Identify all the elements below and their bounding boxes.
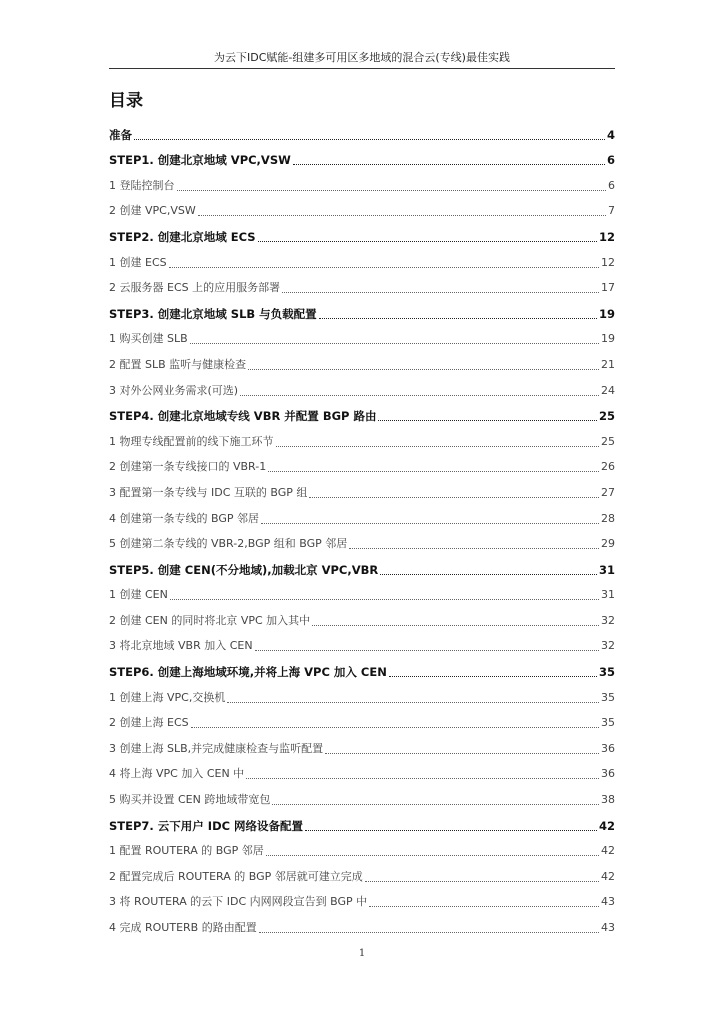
toc-section-entry[interactable] (109, 911, 615, 937)
toc-entry-text: 1 创建上海 VPC,交换机 (109, 690, 226, 704)
toc-entry-page: 32 (601, 613, 615, 627)
dot-leader (134, 139, 605, 140)
toc-entry-text: 3 将 ROUTERA 的云下 IDC 内网网段宣告到 BGP 中 (109, 895, 368, 909)
toc-entry-page: 27 (601, 485, 615, 499)
toc-entry-text: 准备 (109, 127, 132, 142)
toc-entry-text: 1 物理专线配置前的线下施工环节 (109, 434, 274, 448)
toc-entry-text: 2 配置 SLB 监听与健康检查 (109, 357, 247, 371)
toc-section-entry[interactable] (109, 272, 615, 298)
toc-entry-text: STEP7. 云下用户 IDC 网络设备配置 (109, 818, 304, 833)
toc-entry-page: 25 (598, 409, 615, 424)
dot-leader (177, 190, 607, 191)
dot-leader (369, 906, 599, 907)
toc-chapter-entry[interactable] (109, 297, 615, 323)
toc-entry-text: 4 创建第一条专线的 BGP 邻居 (109, 511, 259, 525)
toc-chapter-entry[interactable] (109, 553, 615, 579)
toc-entry-text: STEP6. 创建上海地域环境,并将上海 VPC 加入 CEN (109, 665, 387, 680)
toc-entry-text: STEP5. 创建 CEN(不分地域),加载北京 VPC,VBR (109, 562, 379, 577)
dot-leader (170, 599, 599, 600)
toc-section-entry[interactable] (109, 783, 615, 809)
toc-entry-text: STEP4. 创建北京地域专线 VBR 并配置 BGP 路由 (109, 409, 377, 424)
toc-entry-page: 25 (601, 434, 615, 448)
toc-entry-text: STEP3. 创建北京地域 SLB 与负载配置 (109, 306, 317, 321)
toc-entry-text: 2 配置完成后 ROUTERA 的 BGP 邻居就可建立完成 (109, 869, 363, 883)
toc-entry-page: 26 (601, 460, 615, 474)
dot-leader (349, 548, 599, 549)
table-of-contents (109, 118, 615, 937)
toc-entry-page: 43 (601, 921, 615, 934)
toc-entry-text: 3 对外公网业务需求(可选) (109, 383, 239, 397)
toc-section-entry[interactable] (109, 451, 615, 477)
dot-leader (276, 446, 600, 447)
dot-leader (380, 574, 597, 575)
dot-leader (272, 804, 599, 805)
dot-leader (309, 497, 599, 498)
toc-section-entry[interactable] (109, 425, 615, 451)
toc-section-entry[interactable] (109, 528, 615, 554)
toc-entry-page: 17 (601, 281, 615, 295)
toc-entry-text: 1 配置 ROUTERA 的 BGP 邻居 (109, 844, 264, 858)
toc-section-entry[interactable] (109, 374, 615, 400)
toc-entry-page: 31 (598, 562, 615, 577)
dot-leader (255, 650, 599, 651)
toc-entry-page: 42 (601, 844, 615, 858)
toc-section-entry[interactable] (109, 681, 615, 707)
toc-entry-page: 12 (598, 229, 615, 244)
toc-entry-text: 1 创建 ECS (109, 255, 167, 269)
toc-section-entry[interactable] (109, 502, 615, 528)
toc-entry-page: 6 (608, 178, 615, 192)
dot-leader (325, 753, 599, 754)
dot-leader (191, 727, 599, 728)
toc-entry-page: 29 (601, 537, 615, 551)
toc-entry-text: 4 将上海 VPC 加入 CEN 中 (109, 767, 245, 781)
dot-leader (259, 932, 599, 933)
toc-entry-text: 1 登陆控制台 (109, 178, 175, 192)
dot-leader (266, 855, 599, 856)
toc-entry-text: STEP1. 创建北京地域 VPC,VSW (109, 153, 291, 168)
toc-entry-page: 42 (601, 869, 615, 883)
toc-section-entry[interactable] (109, 579, 615, 605)
dot-leader (293, 164, 605, 165)
toc-entry-page: 32 (601, 639, 615, 653)
toc-section-entry[interactable] (109, 246, 615, 272)
toc-title: 目录 (109, 91, 143, 111)
toc-entry-page: 12 (601, 255, 615, 269)
toc-entry-page: 28 (601, 511, 615, 525)
toc-entry-text: 3 创建上海 SLB,并完成健康检查与监听配置 (109, 741, 324, 755)
toc-entry-text: 2 创建 VPC,VSW (109, 204, 196, 218)
header-rule (109, 68, 615, 69)
dot-leader (389, 676, 597, 677)
toc-chapter-entry[interactable] (109, 655, 615, 681)
toc-entry-page: 4 (606, 127, 615, 142)
toc-entry-page: 21 (601, 357, 615, 371)
dot-leader (227, 702, 599, 703)
toc-entry-page: 43 (601, 895, 615, 909)
toc-entry-page: 36 (601, 741, 615, 755)
toc-section-entry[interactable] (109, 758, 615, 784)
toc-entry-page: 42 (598, 818, 615, 833)
toc-entry-page: 35 (601, 690, 615, 704)
toc-entry-text: 3 配置第一条专线与 IDC 互联的 BGP 组 (109, 485, 308, 499)
toc-section-entry[interactable] (109, 707, 615, 733)
toc-entry-text: 4 完成 ROUTERB 的路由配置 (109, 921, 257, 934)
dot-leader (261, 523, 599, 524)
running-header: 为云下IDC赋能-组建多可用区多地域的混合云(专线)最佳实践 (214, 51, 510, 64)
toc-chapter-entry[interactable] (109, 220, 615, 246)
toc-chapter-entry[interactable] (109, 144, 615, 170)
toc-section-entry[interactable] (109, 860, 615, 886)
dot-leader (319, 318, 597, 319)
dot-leader (282, 292, 599, 293)
toc-entry-text: 2 创建 CEN 的同时将北京 VPC 加入其中 (109, 613, 311, 627)
toc-entry-text: 3 将北京地域 VBR 加入 CEN (109, 639, 253, 653)
toc-entry-text: 2 创建第一条专线接口的 VBR-1 (109, 460, 267, 474)
dot-leader (312, 625, 599, 626)
dot-leader (268, 471, 599, 472)
toc-entry-text: 2 云服务器 ECS 上的应用服务部署 (109, 281, 281, 295)
toc-section-entry[interactable] (109, 886, 615, 912)
toc-entry-text: 5 创建第二条专线的 VBR-2,BGP 组和 BGP 邻居 (109, 537, 348, 551)
dot-leader (305, 830, 597, 831)
toc-section-entry[interactable] (109, 169, 615, 195)
toc-section-entry[interactable] (109, 323, 615, 349)
toc-entry-page: 35 (598, 665, 615, 680)
dot-leader (198, 215, 606, 216)
dot-leader (248, 369, 599, 370)
dot-leader (169, 267, 599, 268)
toc-entry-text: STEP2. 创建北京地域 ECS (109, 229, 256, 244)
toc-section-entry[interactable] (109, 630, 615, 656)
dot-leader (190, 343, 599, 344)
toc-chapter-entry[interactable] (109, 400, 615, 426)
toc-section-entry[interactable] (109, 476, 615, 502)
toc-entry-page: 24 (601, 383, 615, 397)
toc-section-entry[interactable] (109, 604, 615, 630)
toc-entry-page: 7 (608, 204, 615, 218)
toc-entry-page: 19 (598, 306, 615, 321)
toc-entry-page: 19 (601, 332, 615, 346)
toc-chapter-entry[interactable] (109, 118, 615, 144)
dot-leader (240, 395, 599, 396)
toc-entry-text: 1 购买创建 SLB (109, 332, 188, 346)
toc-entry-page: 38 (601, 793, 615, 807)
toc-entry-page: 36 (601, 767, 615, 781)
toc-entry-text: 5 购买并设置 CEN 跨地域带宽包 (109, 793, 271, 807)
toc-entry-page: 31 (601, 588, 615, 602)
dot-leader (365, 881, 599, 882)
toc-entry-text: 2 创建上海 ECS (109, 716, 189, 730)
toc-section-entry[interactable] (109, 195, 615, 221)
toc-entry-page: 35 (601, 716, 615, 730)
toc-chapter-entry[interactable] (109, 809, 615, 835)
dot-leader (378, 420, 597, 421)
dot-leader (246, 778, 599, 779)
page-number: 1 (358, 948, 366, 959)
toc-section-entry[interactable] (109, 732, 615, 758)
toc-section-entry[interactable] (109, 348, 615, 374)
toc-entry-text: 1 创建 CEN (109, 588, 168, 602)
toc-section-entry[interactable] (109, 835, 615, 861)
dot-leader (258, 241, 597, 242)
toc-entry-page: 6 (606, 153, 615, 168)
